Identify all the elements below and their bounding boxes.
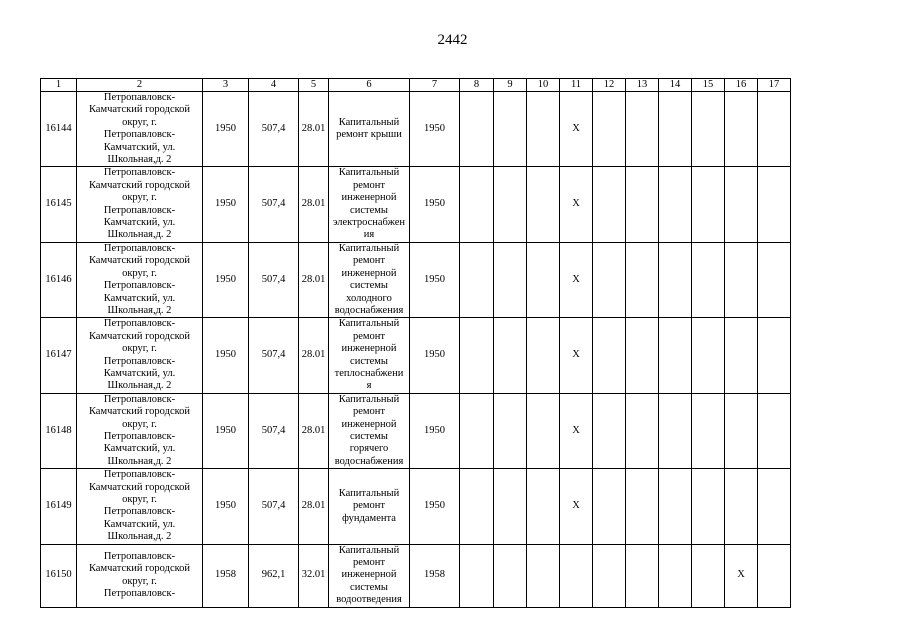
code-cell (299, 318, 329, 393)
year-cell-2 (410, 167, 460, 242)
address-cell-text: Петропавловск- Камчатский городской округ, г. Петропавловск- Камчатский, ул. Школьная,д. 2 (88, 242, 191, 316)
col-header-8: 8 (460, 79, 494, 92)
col-15-cell (692, 318, 725, 393)
address-cell (77, 167, 203, 242)
address-cell (77, 469, 203, 544)
col-11-mark-text: X (572, 349, 580, 361)
col-11-mark (560, 242, 593, 317)
area-cell-text: 507,4 (261, 424, 286, 436)
address-cell-text: Петропавловск- Камчатский городской округ, г. Петропавловск- Камчатский, ул. Школьная,д. 2 (88, 92, 191, 166)
work-type-cell-text: Капитальный ремонт инженерной системы теплоснабжени я (334, 318, 404, 392)
year-cell-2 (410, 242, 460, 317)
year-cell-text: 1950 (215, 198, 236, 210)
year-cell-2-text: 1950 (424, 424, 445, 436)
col-header-14: 14 (659, 79, 692, 92)
col-14-cell (659, 544, 692, 607)
work-type-cell-text: Капитальный ремонт инженерной системы горячего водоснабжения (334, 393, 404, 467)
area-cell (249, 242, 299, 317)
col-14-cell (659, 393, 692, 468)
code-cell-text: 28.01 (301, 424, 326, 436)
col-13-cell (626, 92, 659, 167)
col-13-cell (626, 318, 659, 393)
work-type-cell-text: Капитальный ремонт инженерной системы электроснабжен ия (332, 167, 406, 241)
row-id-text: 16150 (45, 569, 72, 581)
col-17-cell (758, 167, 791, 242)
year-cell-2 (410, 544, 460, 607)
col-15-cell (692, 92, 725, 167)
col-9-cell (494, 318, 527, 393)
col-header-9: 9 (494, 79, 527, 92)
col-15-cell (692, 242, 725, 317)
col-17-cell (758, 242, 791, 317)
table-row (41, 92, 791, 167)
col-9-cell (494, 544, 527, 607)
col-14-cell (659, 242, 692, 317)
col-12-cell (593, 393, 626, 468)
year-cell-2 (410, 393, 460, 468)
row-id-text: 16146 (45, 273, 72, 285)
col-header-4: 4 (249, 79, 299, 92)
register-table (40, 78, 791, 608)
col-17-cell (758, 92, 791, 167)
col-header-13: 13 (626, 79, 659, 92)
col-9-cell (494, 167, 527, 242)
work-type-cell (329, 544, 410, 607)
area-cell (249, 544, 299, 607)
col-header-5: 5 (299, 79, 329, 92)
col-12-cell (593, 167, 626, 242)
work-type-cell (329, 92, 410, 167)
year-cell-text: 1950 (215, 123, 236, 135)
col-16-mark (725, 318, 758, 393)
address-cell-text: Петропавловск- Камчатский городской округ, г. Петропавловск- Камчатский, ул. Школьная,д. 2 (88, 469, 191, 543)
col-17-cell (758, 544, 791, 607)
col-9-cell (494, 92, 527, 167)
col-9-cell (494, 242, 527, 317)
area-cell (249, 318, 299, 393)
year-cell-2-text: 1950 (424, 500, 445, 512)
col-12-cell (593, 318, 626, 393)
col-header-2: 2 (77, 79, 203, 92)
address-cell (77, 544, 203, 607)
row-id (41, 393, 77, 468)
area-cell-text: 507,4 (261, 198, 286, 210)
area-cell (249, 92, 299, 167)
year-cell-2 (410, 318, 460, 393)
row-id (41, 544, 77, 607)
col-8-cell (460, 469, 494, 544)
code-cell (299, 242, 329, 317)
col-11-mark (560, 393, 593, 468)
address-cell-text: Петропавловск- Камчатский городской округ, г. Петропавловск- (88, 550, 191, 600)
code-cell (299, 544, 329, 607)
code-cell-text: 28.01 (301, 198, 326, 210)
row-id (41, 469, 77, 544)
row-id-text: 16149 (45, 500, 72, 512)
col-16-mark (725, 92, 758, 167)
code-cell-text: 32.01 (301, 569, 326, 581)
col-11-mark-text: X (572, 500, 580, 512)
year-cell (203, 469, 249, 544)
area-cell-text: 507,4 (261, 500, 286, 512)
year-cell (203, 92, 249, 167)
col-16-mark (725, 167, 758, 242)
year-cell (203, 318, 249, 393)
col-12-cell (593, 544, 626, 607)
year-cell-text: 1950 (215, 424, 236, 436)
work-type-cell-text: Капитальный ремонт крыши (336, 116, 402, 141)
year-cell-2 (410, 469, 460, 544)
col-10-cell (527, 167, 560, 242)
row-id (41, 92, 77, 167)
year-cell-2 (410, 92, 460, 167)
row-id (41, 242, 77, 317)
year-cell (203, 544, 249, 607)
col-16-mark (725, 544, 758, 607)
code-cell-text: 28.01 (301, 123, 326, 135)
year-cell-2-text: 1950 (424, 273, 445, 285)
col-11-mark-text: X (572, 424, 580, 436)
year-cell (203, 393, 249, 468)
table-row (41, 544, 791, 607)
year-cell (203, 167, 249, 242)
col-14-cell (659, 167, 692, 242)
code-cell (299, 469, 329, 544)
col-header-12: 12 (593, 79, 626, 92)
col-8-cell (460, 544, 494, 607)
col-11-mark (560, 544, 593, 607)
address-cell (77, 92, 203, 167)
row-id-text: 16148 (45, 424, 72, 436)
row-id-text: 16147 (45, 349, 72, 361)
col-17-cell (758, 393, 791, 468)
table-row (41, 242, 791, 317)
col-12-cell (593, 469, 626, 544)
col-12-cell (593, 92, 626, 167)
year-cell-text: 1950 (215, 273, 236, 285)
area-cell (249, 393, 299, 468)
col-header-11: 11 (560, 79, 593, 92)
table-row (41, 469, 791, 544)
code-cell (299, 393, 329, 468)
col-header-16: 16 (725, 79, 758, 92)
col-14-cell (659, 92, 692, 167)
col-11-mark (560, 167, 593, 242)
col-15-cell (692, 167, 725, 242)
work-type-cell (329, 393, 410, 468)
col-17-cell (758, 318, 791, 393)
col-13-cell (626, 544, 659, 607)
col-16-mark-text: X (737, 569, 745, 581)
col-16-mark (725, 469, 758, 544)
area-cell-text: 507,4 (261, 123, 286, 135)
col-8-cell (460, 318, 494, 393)
code-cell (299, 92, 329, 167)
year-cell (203, 242, 249, 317)
address-cell (77, 393, 203, 468)
code-cell (299, 167, 329, 242)
col-15-cell (692, 469, 725, 544)
year-cell-text: 1958 (215, 569, 236, 581)
year-cell-text: 1950 (215, 349, 236, 361)
col-10-cell (527, 242, 560, 317)
col-14-cell (659, 469, 692, 544)
address-cell (77, 318, 203, 393)
area-cell-text: 507,4 (261, 273, 286, 285)
col-9-cell (494, 393, 527, 468)
col-14-cell (659, 318, 692, 393)
col-15-cell (692, 393, 725, 468)
area-cell-text: 507,4 (261, 349, 286, 361)
col-13-cell (626, 469, 659, 544)
col-11-mark-text: X (572, 273, 580, 285)
table-row (41, 318, 791, 393)
col-11-mark (560, 92, 593, 167)
col-header-1: 1 (41, 79, 77, 92)
code-cell-text: 28.01 (301, 273, 326, 285)
area-cell (249, 167, 299, 242)
col-header-15: 15 (692, 79, 725, 92)
year-cell-2-text: 1950 (424, 349, 445, 361)
page-number: 2442 (437, 32, 468, 48)
col-10-cell (527, 318, 560, 393)
code-cell-text: 28.01 (301, 500, 326, 512)
col-8-cell (460, 393, 494, 468)
work-type-cell (329, 469, 410, 544)
col-12-cell (593, 242, 626, 317)
code-cell-text: 28.01 (301, 349, 326, 361)
row-id-text: 16144 (45, 123, 72, 135)
col-13-cell (626, 167, 659, 242)
header-row (41, 79, 791, 92)
col-header-7: 7 (410, 79, 460, 92)
table-row (41, 167, 791, 242)
col-header-17: 17 (758, 79, 791, 92)
table-row (41, 393, 791, 468)
work-type-cell (329, 167, 410, 242)
year-cell-2-text: 1950 (424, 198, 445, 210)
row-id-text: 16145 (45, 198, 72, 210)
col-10-cell (527, 544, 560, 607)
col-10-cell (527, 92, 560, 167)
work-type-cell (329, 318, 410, 393)
row-id (41, 318, 77, 393)
col-10-cell (527, 393, 560, 468)
address-cell-text: Петропавловск- Камчатский городской округ, г. Петропавловск- Камчатский, ул. Школьная,д. 2 (88, 167, 191, 241)
col-header-6: 6 (329, 79, 410, 92)
col-8-cell (460, 167, 494, 242)
work-type-cell-text: Капитальный ремонт инженерной системы водоотведения (336, 544, 402, 606)
area-cell (249, 469, 299, 544)
col-11-mark (560, 318, 593, 393)
row-id (41, 167, 77, 242)
address-cell-text: Петропавловск- Камчатский городской округ, г. Петропавловск- Камчатский, ул. Школьная,д. 2 (88, 318, 191, 392)
col-11-mark-text: X (572, 198, 580, 210)
col-16-mark (725, 242, 758, 317)
col-8-cell (460, 92, 494, 167)
col-13-cell (626, 393, 659, 468)
col-10-cell (527, 469, 560, 544)
col-9-cell (494, 469, 527, 544)
work-type-cell-text: Капитальный ремонт инженерной системы холодного водоснабжения (334, 242, 404, 316)
col-header-3: 3 (203, 79, 249, 92)
address-cell (77, 242, 203, 317)
year-cell-2-text: 1958 (424, 569, 445, 581)
year-cell-text: 1950 (215, 500, 236, 512)
col-8-cell (460, 242, 494, 317)
work-type-cell-text: Капитальный ремонт фундамента (338, 487, 400, 524)
col-17-cell (758, 469, 791, 544)
col-16-mark (725, 393, 758, 468)
area-cell-text: 962,1 (261, 569, 286, 581)
col-header-10: 10 (527, 79, 560, 92)
year-cell-2-text: 1950 (424, 123, 445, 135)
col-11-mark (560, 469, 593, 544)
address-cell-text: Петропавловск- Камчатский городской округ, г. Петропавловск- Камчатский, ул. Школьная,д. 2 (88, 393, 191, 467)
col-15-cell (692, 544, 725, 607)
col-11-mark-text: X (572, 123, 580, 135)
col-13-cell (626, 242, 659, 317)
work-type-cell (329, 242, 410, 317)
